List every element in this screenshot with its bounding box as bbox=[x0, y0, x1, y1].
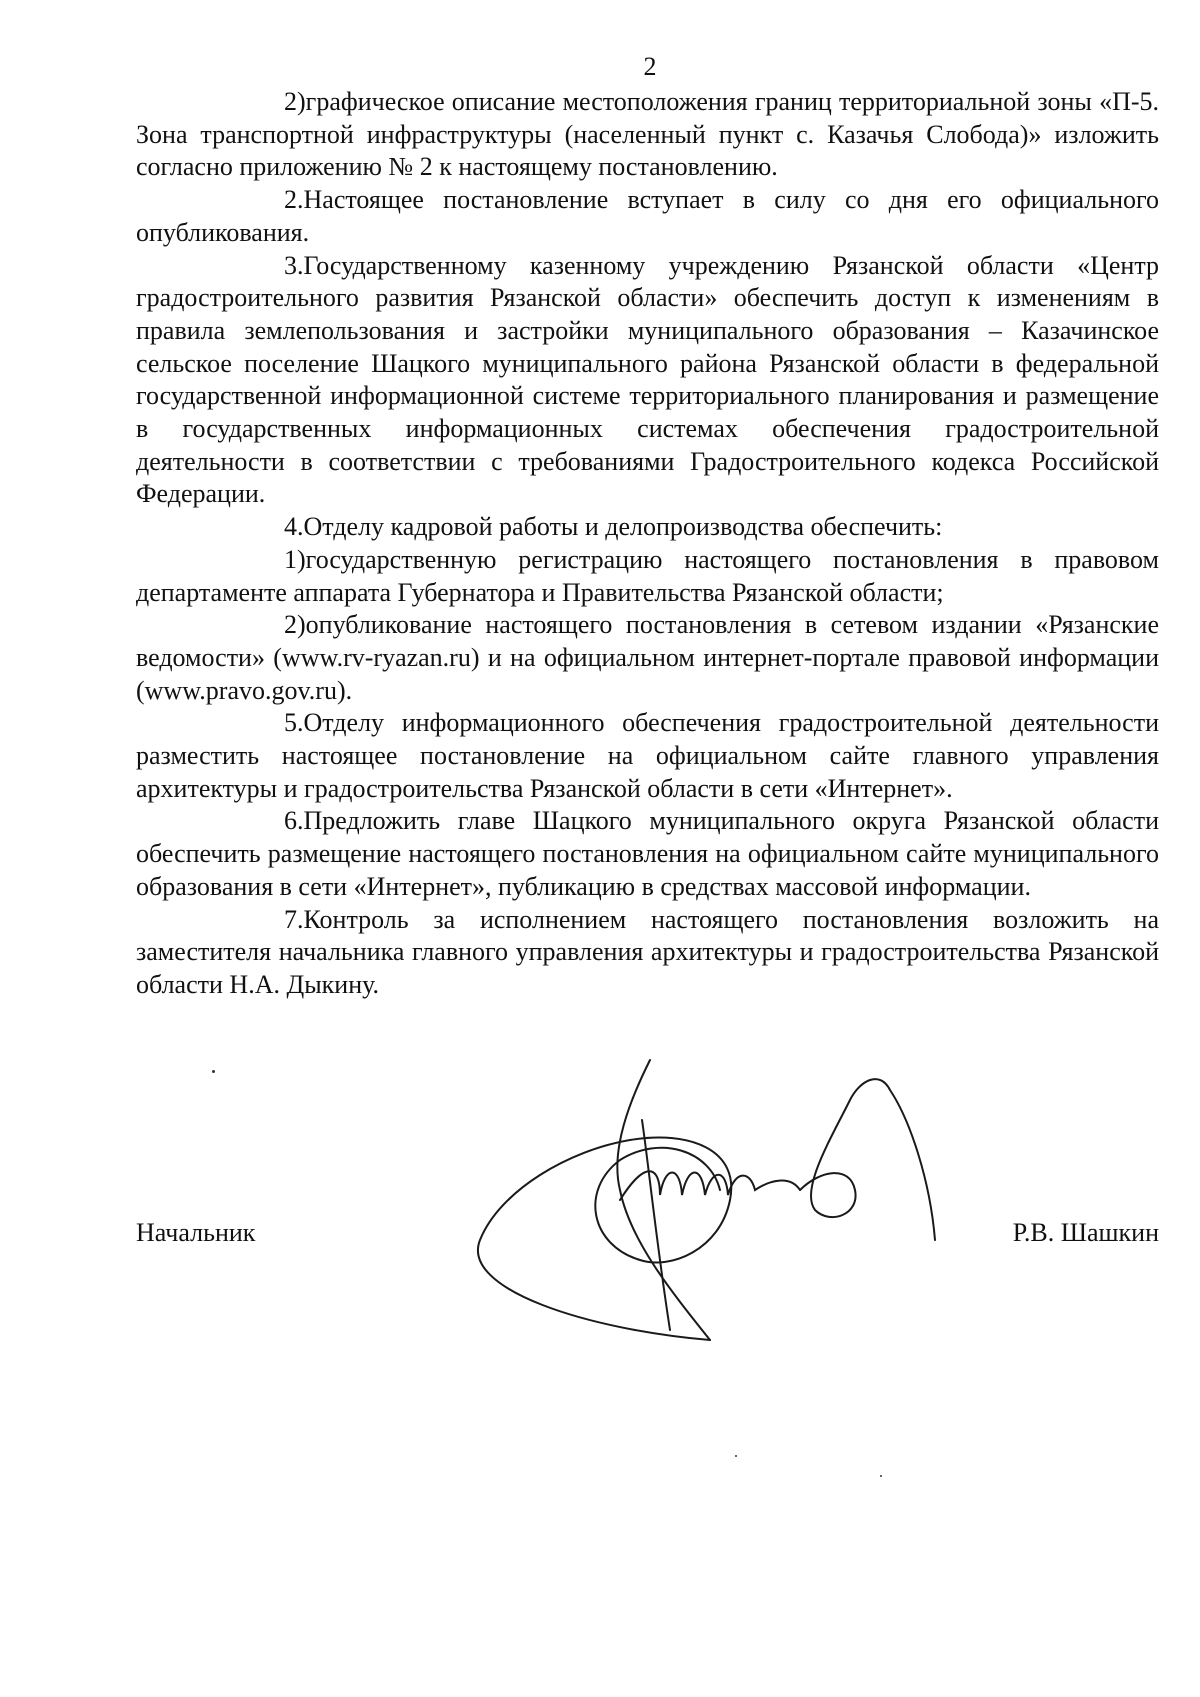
paragraph bbox=[136, 250, 1159, 512]
document-body bbox=[136, 86, 1159, 1002]
paragraph-text: графическое описание местоположения границ территориальной зоны «П-5. Зона транспортной инфраструктуры (населенный пункт с. Казачья Слобода)» изложить согласно приложению № 2 к настоящему постановлению. bbox=[136, 87, 1159, 182]
signer-name: Р.В. Шашкин bbox=[1012, 1218, 1159, 1247]
paragraph-number: 2) bbox=[284, 610, 306, 640]
paragraph-number: 3. bbox=[284, 250, 304, 280]
paragraph bbox=[136, 511, 1159, 544]
paragraph-text: опубликование настоящего постановления в сетевом издании «Рязанские ведомости» (www.rv-ryazan.ru) и на официальном интернет-портале правовой информации (www.pravo.gov.ru). bbox=[136, 610, 1159, 705]
paragraph bbox=[136, 805, 1159, 903]
paragraph-number: 1) bbox=[284, 544, 306, 574]
paragraph bbox=[136, 544, 1159, 609]
paragraph bbox=[136, 609, 1159, 707]
page-number: 2 bbox=[643, 52, 657, 81]
paragraph-number: 4. bbox=[284, 512, 304, 542]
paragraph-text: Предложить главе Шацкого муниципального округа Рязанской области обеспечить размещение настоящего постановления на официальном сайте муниципального образования в сети «Интернет», публикацию в средствах массовой информации. bbox=[136, 806, 1159, 901]
signer-position: Начальник bbox=[136, 1218, 256, 1247]
paragraph-number: 5. bbox=[284, 708, 304, 738]
paragraph-number: 2) bbox=[284, 87, 306, 116]
paragraph bbox=[136, 904, 1159, 1002]
paragraph-text: Отделу информационного обеспечения градостроительной деятельности разместить настоящее постановление на официальном сайте главного управления архитектуры и градостроительства Рязанской области в сети «Интернет». bbox=[136, 708, 1159, 803]
paragraph-number: 6. bbox=[284, 806, 304, 836]
scan-speck bbox=[735, 1455, 737, 1457]
paragraph-text: Контроль за исполнением настоящего постановления возложить на заместителя начальника главного управления архитектуры и градостроительства Рязанской области Н.А. Дыкину. bbox=[136, 904, 1159, 999]
paragraph-text: Настоящее постановление вступает в силу со дня его официального опубликования. bbox=[136, 185, 1159, 247]
handwritten-signature bbox=[470, 1040, 970, 1400]
paragraph bbox=[136, 707, 1159, 805]
paragraph bbox=[136, 184, 1159, 249]
scan-speck bbox=[212, 1070, 215, 1073]
scan-speck bbox=[880, 1475, 882, 1477]
paragraph-number: 7. bbox=[284, 904, 304, 934]
paragraph-text: Отделу кадровой работы и делопроизводства обеспечить: bbox=[303, 512, 943, 542]
paragraph-text: государственную регистрацию настоящего постановления в правовом департаменте аппарата Губернатора и Правительства Рязанской области; bbox=[136, 544, 1159, 607]
paragraph-number: 2. bbox=[284, 185, 304, 215]
paragraph bbox=[136, 86, 1159, 184]
paragraph-text: Государственному казенному учреждению Рязанской области «Центр градостроительного развития Рязанской области» обеспечить доступ к изменениям в правила землепользования и застройки муниципального образования – Казачинское сельское поселение Шацкого муниципального района Рязанской области в федеральной государственной информационной системе территориального планирования и размещение в государственных информационных системах обеспечения градостроительной деятельности в соответствии с требованиями Градостроительного кодекса Российской Федерации. bbox=[136, 250, 1159, 509]
